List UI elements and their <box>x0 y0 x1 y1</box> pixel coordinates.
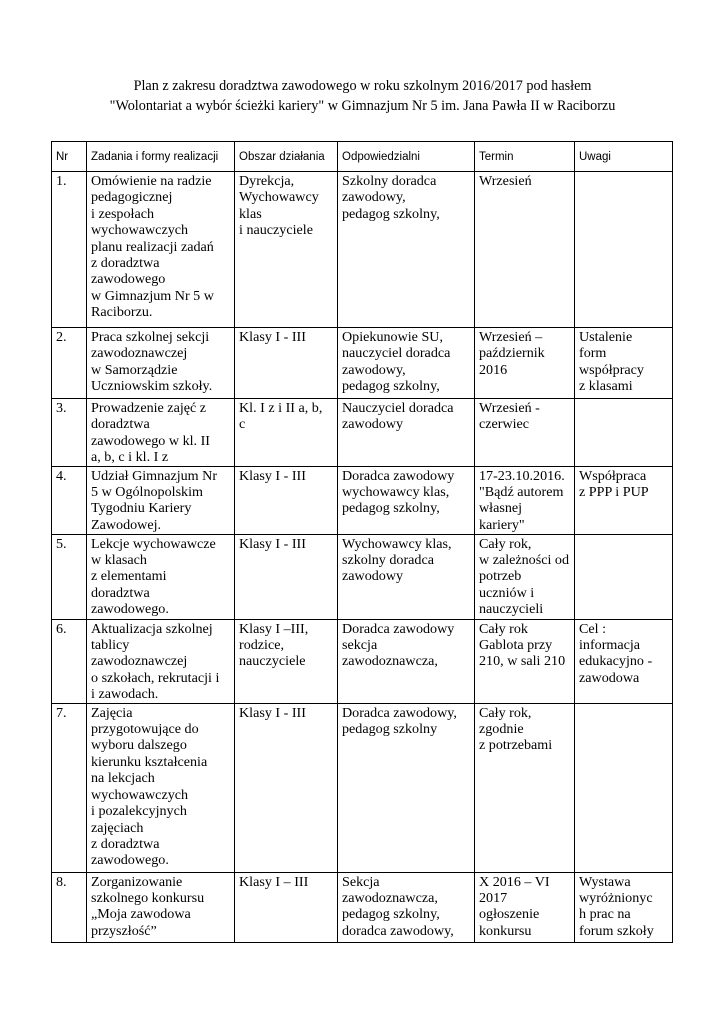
cell-task: Omówienie na radzie pedagogicznej i zespołach wychowawczych planu realizacji zadań z doradztwa zawodowego w Gimnazjum Nr 5 w Raciborzu. <box>87 172 235 328</box>
cell-area: Klasy I - III <box>235 466 338 534</box>
cell-nr: 2. <box>52 328 87 399</box>
cell-nr: 5. <box>52 534 87 619</box>
cell-responsible: Doradca zawodowy sekcja zawodoznawcza, <box>338 619 475 703</box>
cell-notes <box>575 399 673 467</box>
cell-task: Prowadzenie zajęć z doradztwa zawodowego w kl. II a, b, c i kl. I z <box>87 399 235 467</box>
cell-term: Wrzesień - czerwiec <box>475 399 575 467</box>
cell-responsible: Doradca zawodowy, pedagog szkolny <box>338 703 475 872</box>
cell-task: Praca szkolnej sekcji zawodoznawczej w Samorządzie Uczniowskim szkoły. <box>87 328 235 399</box>
cell-area: Klasy I – III <box>235 872 338 942</box>
cell-area: Klasy I - III <box>235 703 338 872</box>
title-line-1: Plan z zakresu doradztwa zawodowego w roku szkolnym 2016/2017 pod hasłem <box>133 78 592 94</box>
cell-responsible: Wychowawcy klas, szkolny doradca zawodowy <box>338 534 475 619</box>
cell-term: Wrzesień – październik 2016 <box>475 328 575 399</box>
cell-responsible: Doradca zawodowy wychowawcy klas, pedagog szkolny, <box>338 466 475 534</box>
document-title <box>0 76 725 116</box>
cell-task: Zorganizowanie szkolnego konkursu „Moja zawodowa przyszłość” <box>87 872 235 942</box>
cell-notes: Ustalenie form współpracy z klasami <box>575 328 673 399</box>
cell-notes <box>575 703 673 872</box>
table-row <box>52 703 673 872</box>
cell-notes <box>575 534 673 619</box>
cell-task: Lekcje wychowawcze w klasach z elementami doradztwa zawodowego. <box>87 534 235 619</box>
title-line-2: "Wolontariat a wybór ścieżki kariery" w Gimnazjum Nr 5 im. Jana Pawła II w Raciborzu <box>109 98 616 114</box>
cell-term: Wrzesień <box>475 172 575 328</box>
header-notes: Uwagi <box>575 142 673 172</box>
cell-nr: 7. <box>52 703 87 872</box>
cell-task: Zajęcia przygotowujące do wyboru dalszego kierunku kształcenia na lekcjach wychowawczych i pozalekcyjnych zajęciach z doradztwa zawodowego. <box>87 703 235 872</box>
cell-area: Dyrekcja, Wychowawcy klas i nauczyciele <box>235 172 338 328</box>
table-row <box>52 466 673 534</box>
cell-term: X 2016 – VI 2017 ogłoszenie konkursu <box>475 872 575 942</box>
cell-nr: 6. <box>52 619 87 703</box>
cell-responsible: Sekcja zawodoznawcza, pedagog szkolny, doradca zawodowy, <box>338 872 475 942</box>
cell-area: Klasy I - III <box>235 328 338 399</box>
table-row <box>52 872 673 942</box>
header-responsible: Odpowiedzialni <box>338 142 475 172</box>
cell-responsible: Nauczyciel doradca zawodowy <box>338 399 475 467</box>
table-row <box>52 534 673 619</box>
cell-task: Aktualizacja szkolnej tablicy zawodoznawczej o szkołach, rekrutacji i i zawodach. <box>87 619 235 703</box>
cell-area: Klasy I - III <box>235 534 338 619</box>
cell-notes: Cel : informacja edukacyjno - zawodowa <box>575 619 673 703</box>
cell-nr: 3. <box>52 399 87 467</box>
cell-notes: Wystawa wyróżnionyc h prac na forum szkoły <box>575 872 673 942</box>
header-tasks: Zadania i formy realizacji <box>87 142 235 172</box>
header-nr: Nr <box>52 142 87 172</box>
cell-term: Cały rok, zgodnie z potrzebami <box>475 703 575 872</box>
cell-notes: Współpraca z PPP i PUP <box>575 466 673 534</box>
table-row <box>52 399 673 467</box>
cell-nr: 4. <box>52 466 87 534</box>
cell-notes <box>575 172 673 328</box>
table-row <box>52 619 673 703</box>
cell-responsible: Opiekunowie SU, nauczyciel doradca zawodowy, pedagog szkolny, <box>338 328 475 399</box>
table-row <box>52 172 673 328</box>
cell-term: 17-23.10.2016. "Bądź autorem własnej kariery" <box>475 466 575 534</box>
cell-term: Cały rok Gablota przy 210, w sali 210 <box>475 619 575 703</box>
table-row <box>52 328 673 399</box>
cell-term: Cały rok, w zależności od potrzeb uczniów i nauczycieli <box>475 534 575 619</box>
cell-responsible: Szkolny doradca zawodowy, pedagog szkolny, <box>338 172 475 328</box>
header-area: Obszar działania <box>235 142 338 172</box>
cell-task: Udział Gimnazjum Nr 5 w Ogólnopolskim Tygodniu Kariery Zawodowej. <box>87 466 235 534</box>
cell-area: Klasy I –III, rodzice, nauczyciele <box>235 619 338 703</box>
cell-nr: 8. <box>52 872 87 942</box>
cell-area: Kl. I z i II a, b, c <box>235 399 338 467</box>
cell-nr: 1. <box>52 172 87 328</box>
table-header-row <box>52 142 673 172</box>
plan-table <box>51 141 673 943</box>
header-term: Termin <box>475 142 575 172</box>
